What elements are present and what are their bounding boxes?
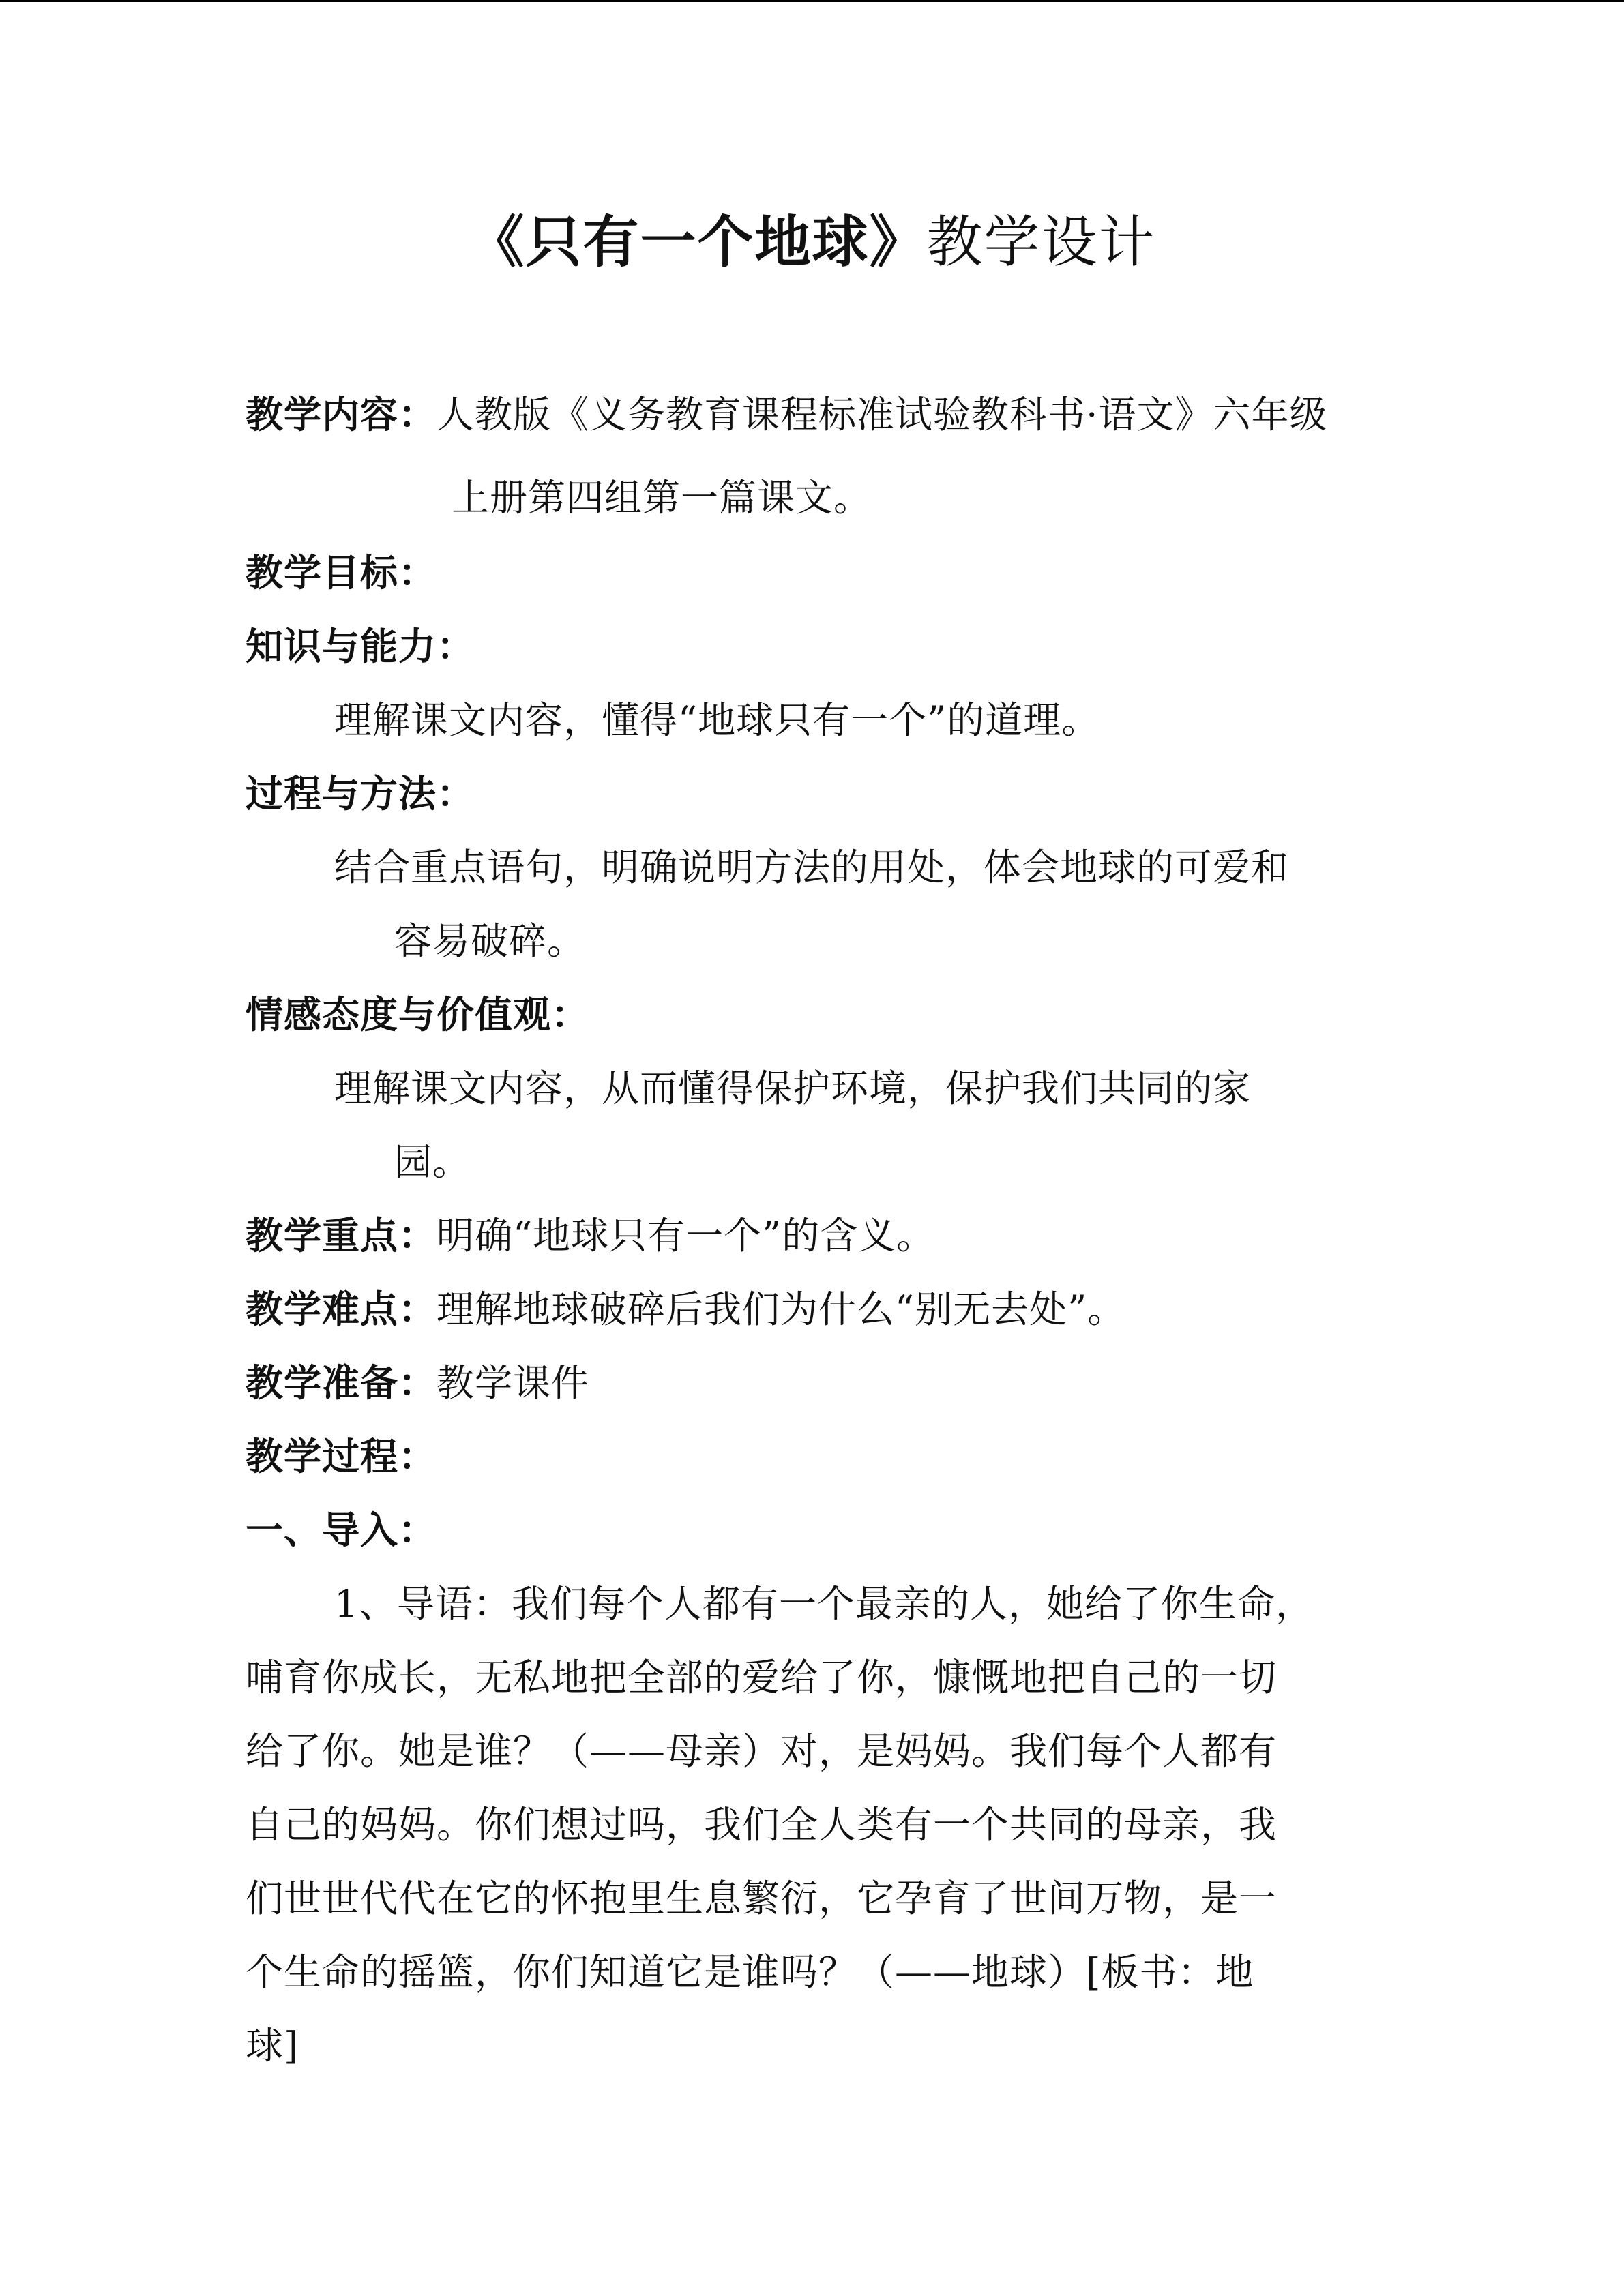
paragraph-line: 个生命的摇篮，你们知道它是谁吗？（——地球）[板书：地 — [246, 1950, 1254, 1994]
teaching-content-continuation: 上册第四组第一篇课文。 — [452, 476, 872, 520]
teaching-content-text: 人教版《义务教育课程标准试验教科书·语文》六年级 — [437, 393, 1328, 436]
paragraph-line: 自己的妈妈。你们想过吗，我们全人类有一个共同的母亲，我 — [246, 1803, 1278, 1847]
teaching-content-label: 教学内容： — [246, 392, 437, 436]
preparation-row — [246, 1356, 589, 1410]
page-top-border — [0, 0, 1624, 2]
difficulty-row — [246, 1282, 1125, 1337]
key-point-row — [246, 1208, 934, 1263]
knowledge-ability-text: 理解课文内容，懂得“地球只有一个”的道理。 — [334, 698, 1100, 742]
paragraph-line: 给了你。她是谁？（——母亲）对，是妈妈。我们每个人都有 — [246, 1729, 1278, 1773]
key-point-text: 明确“地球只有一个”的含义。 — [437, 1214, 935, 1257]
emotion-values-text-line1: 理解课文内容，从而懂得保护环境，保护我们共同的家 — [334, 1067, 1252, 1110]
teaching-process-label: 教学过程： — [246, 1434, 437, 1478]
title-suffix: 教学设计 — [926, 210, 1156, 275]
section-intro-heading: 一、导入： — [246, 1508, 437, 1552]
paragraph-line: 们世世代代在它的怀抱里生息繁衍，它孕育了世间万物，是一 — [246, 1877, 1278, 1920]
key-point-label: 教学重点： — [246, 1213, 437, 1257]
paragraph-line: 球] — [246, 2024, 299, 2068]
emotion-values-text-line2: 园。 — [394, 1140, 471, 1184]
title-book-name: 《只有一个地球》 — [468, 209, 927, 275]
preparation-label: 教学准备： — [246, 1360, 437, 1405]
emotion-values-label: 情感态度与价值观： — [246, 992, 590, 1037]
preparation-text: 教学课件 — [437, 1361, 590, 1405]
process-method-text-line2: 容易破碎。 — [394, 919, 586, 963]
teaching-content-row — [246, 387, 1328, 442]
process-method-label: 过程与方法： — [246, 771, 475, 816]
difficulty-label: 教学难点： — [246, 1287, 437, 1331]
teaching-goals-label: 教学目标： — [246, 550, 437, 595]
paragraph-line: 1、导语：我们每个人都有一个最亲的人，她给了你生命， — [334, 1582, 1314, 1626]
difficulty-text: 理解地球破碎后我们为什么“别无去处”。 — [437, 1287, 1126, 1331]
knowledge-ability-label: 知识与能力： — [246, 624, 475, 668]
process-method-text-line1: 结合重点语句，明确说明方法的用处，体会地球的可爱和 — [334, 846, 1290, 889]
document-title — [0, 198, 1624, 278]
paragraph-line: 哺育你成长，无私地把全部的爱给了你，慷慨地把自己的一切 — [246, 1656, 1278, 1699]
